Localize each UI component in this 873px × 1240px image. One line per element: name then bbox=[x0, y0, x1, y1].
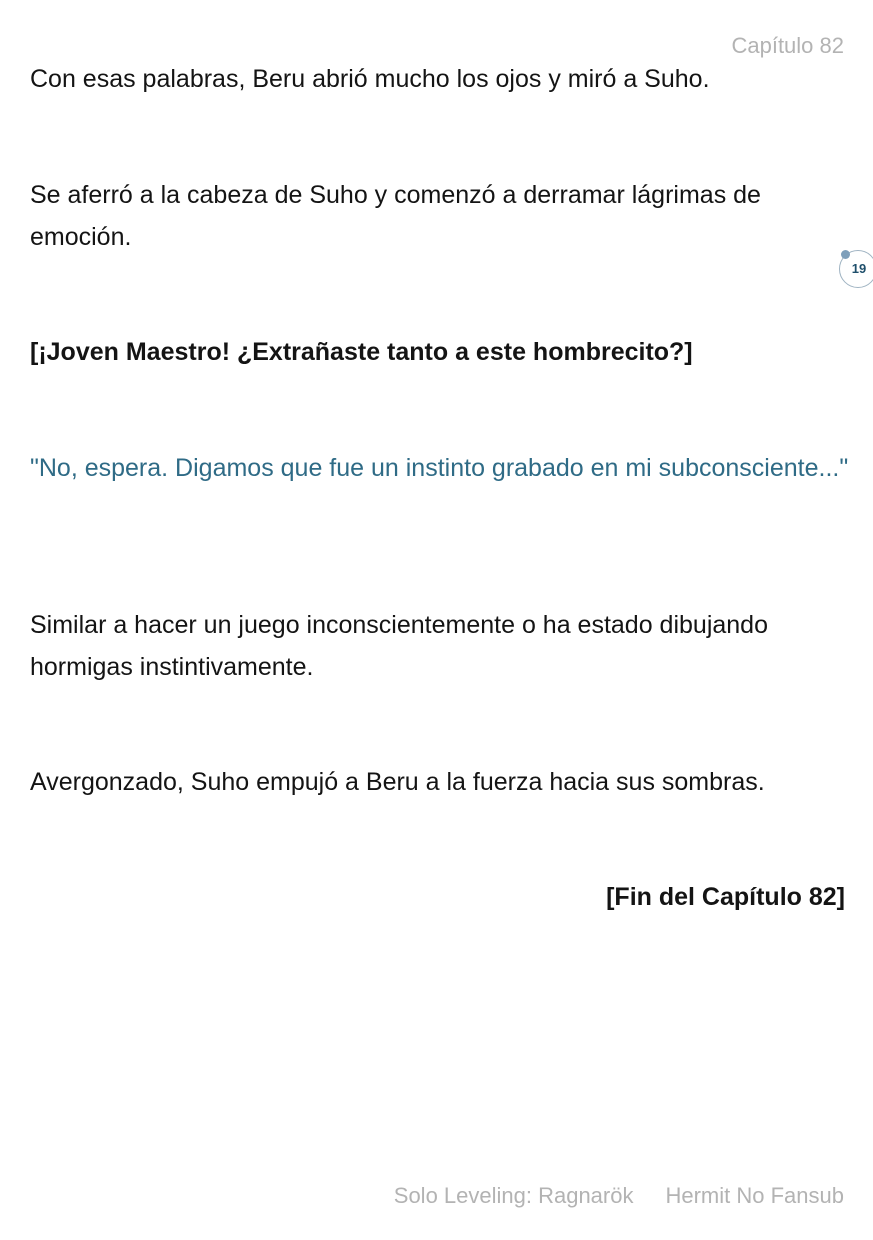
page-footer bbox=[394, 1183, 844, 1209]
paragraph-narration: Se aferró a la cabeza de Suho y comenzó a derramar lágrimas de emoción. bbox=[30, 181, 761, 251]
footer-group: Hermit No Fansub bbox=[665, 1183, 844, 1208]
chapter-end-marker: [Fin del Capítulo 82] bbox=[606, 883, 845, 911]
page-number: 19 bbox=[851, 261, 867, 276]
footer-title: Solo Leveling: Ragnarök bbox=[393, 1183, 634, 1208]
paragraph-spoken-dialogue: "No, espera. Digamos que fue un instinto grabado en mi subconsciente..." bbox=[30, 454, 849, 482]
paragraph-narration: Avergonzado, Suho empujó a Beru a la fuerza hacia sus sombras. bbox=[30, 768, 765, 796]
paragraph-system-dialogue: [¡Joven Maestro! ¿Extrañaste tanto a este hombrecito?] bbox=[30, 338, 693, 366]
page-indicator-dot-icon bbox=[841, 250, 850, 259]
paragraph-narration: Similar a hacer un juego inconscientemente o ha estado dibujando hormigas instintivamente. bbox=[30, 611, 768, 681]
chapter-header: Capítulo 82 bbox=[731, 33, 844, 58]
paragraph-narration: Con esas palabras, Beru abrió mucho los ojos y miró a Suho. bbox=[30, 65, 710, 93]
